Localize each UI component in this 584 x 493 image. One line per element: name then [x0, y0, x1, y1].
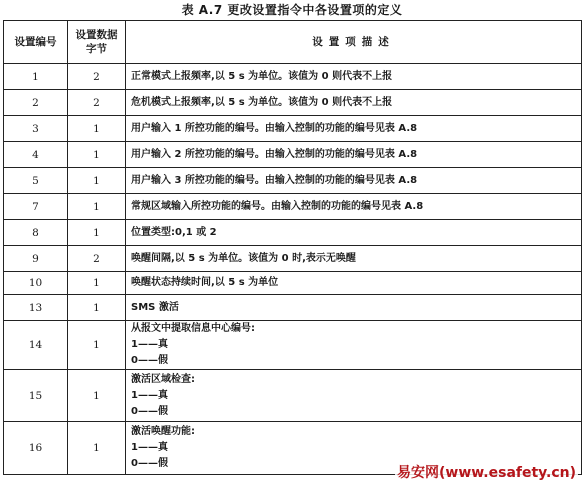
setting-bytes: 1 — [68, 295, 126, 321]
setting-bytes: 1 — [68, 370, 126, 422]
table-row — [4, 220, 582, 246]
setting-description — [126, 370, 582, 422]
setting-description — [126, 64, 582, 90]
setting-bytes: 1 — [68, 220, 126, 246]
setting-bytes: 2 — [68, 90, 126, 116]
setting-description — [126, 272, 582, 295]
description-line: SMS 激活 — [131, 301, 179, 313]
header-setting-number: 设置编号 — [4, 21, 68, 64]
setting-number: 1 — [4, 64, 68, 90]
description-line: 激活唤醒功能: — [131, 426, 195, 437]
setting-description — [126, 116, 582, 142]
site-watermark: 易安网(www.esafety.cn) — [395, 461, 578, 483]
setting-number: 3 — [4, 116, 68, 142]
table-row — [4, 90, 582, 116]
description-line: 0——假 — [131, 458, 168, 469]
setting-number: 4 — [4, 142, 68, 168]
description-line: 从报文中提取信息中心编号: — [131, 323, 255, 334]
description-line: 激活区域检查: — [131, 373, 195, 385]
setting-number: 8 — [4, 220, 68, 246]
setting-number: 5 — [4, 168, 68, 194]
setting-bytes: 2 — [68, 64, 126, 90]
setting-description — [126, 321, 582, 370]
table-row — [4, 370, 582, 422]
table-row — [4, 295, 582, 321]
description-line: 常规区域输入所控功能的编号。由输入控制的功能的编号见表 A.8 — [131, 200, 424, 212]
setting-number: 9 — [4, 246, 68, 272]
header-data-bytes-line1: 设置数据 — [75, 29, 118, 41]
setting-number: 16 — [4, 422, 68, 475]
description-line: 危机模式上报频率,以 5 s 为单位。该值为 0 则代表不上报 — [131, 96, 393, 108]
setting-number: 13 — [4, 295, 68, 321]
setting-description — [126, 168, 582, 194]
table-row — [4, 246, 582, 272]
description-line: 唤醒状态持续时间,以 5 s 为单位 — [131, 277, 279, 288]
header-data-bytes — [68, 21, 126, 64]
description-line: 1——真 — [131, 339, 168, 350]
table-row — [4, 194, 582, 220]
setting-description — [126, 220, 582, 246]
table-header-row — [4, 21, 582, 64]
table-row — [4, 142, 582, 168]
description-line: 唤醒间隔,以 5 s 为单位。该值为 0 时,表示无唤醒 — [131, 252, 356, 264]
table-row — [4, 321, 582, 370]
header-data-bytes-line2: 字节 — [86, 43, 107, 55]
setting-description — [126, 246, 582, 272]
settings-definition-table — [3, 20, 582, 475]
setting-number: 10 — [4, 272, 68, 295]
description-line: 0——假 — [131, 355, 168, 366]
header-description: 设置项描述 — [126, 21, 582, 64]
setting-description — [126, 90, 582, 116]
setting-bytes: 1 — [68, 422, 126, 475]
description-line: 0——假 — [131, 405, 168, 417]
setting-description — [126, 142, 582, 168]
description-line: 用户输入 2 所控功能的编号。由输入控制的功能的编号见表 A.8 — [131, 148, 418, 160]
setting-bytes: 1 — [68, 194, 126, 220]
setting-number: 15 — [4, 370, 68, 422]
setting-bytes: 1 — [68, 321, 126, 370]
description-line: 1——真 — [131, 442, 168, 453]
description-line: 用户输入 1 所控功能的编号。由输入控制的功能的编号见表 A.8 — [131, 122, 418, 134]
setting-number: 2 — [4, 90, 68, 116]
table-row — [4, 168, 582, 194]
setting-number: 7 — [4, 194, 68, 220]
description-line: 位置类型:0,1 或 2 — [131, 226, 217, 238]
setting-description — [126, 194, 582, 220]
table-row — [4, 116, 582, 142]
setting-bytes: 2 — [68, 246, 126, 272]
description-line: 用户输入 3 所控功能的编号。由输入控制的功能的编号见表 A.8 — [131, 174, 418, 186]
setting-number: 14 — [4, 321, 68, 370]
table-caption: 表 A.7 更改设置指令中各设置项的定义 — [181, 3, 403, 17]
setting-description — [126, 295, 582, 321]
description-line: 正常模式上报频率,以 5 s 为单位。该值为 0 则代表不上报 — [131, 70, 393, 82]
setting-bytes: 1 — [68, 272, 126, 295]
description-line: 1——真 — [131, 389, 168, 401]
setting-bytes: 1 — [68, 142, 126, 168]
table-row — [4, 272, 582, 295]
setting-bytes: 1 — [68, 116, 126, 142]
setting-bytes: 1 — [68, 168, 126, 194]
table-row — [4, 64, 582, 90]
